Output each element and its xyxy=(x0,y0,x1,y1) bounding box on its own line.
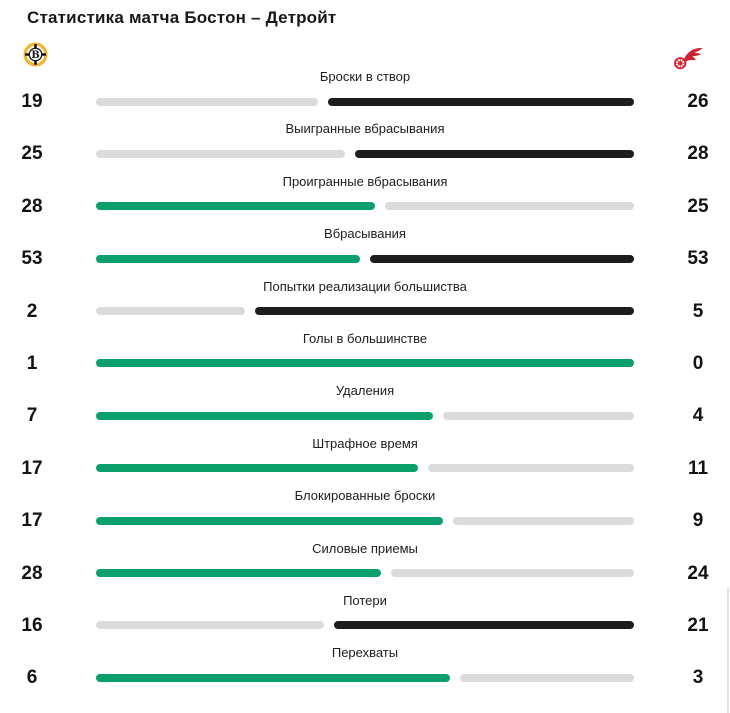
stat-bar xyxy=(96,359,634,367)
home-bar-segment xyxy=(96,359,634,367)
away-value: 53 xyxy=(687,248,709,270)
stat-label: Силовые приемы xyxy=(312,540,418,556)
stat-bar xyxy=(96,98,634,106)
stat-label: Блокированные броски xyxy=(294,488,436,504)
stat-bar xyxy=(96,307,634,315)
away-bar-segment xyxy=(460,674,634,682)
stat-row xyxy=(0,380,730,432)
stat-bar-line xyxy=(0,195,730,218)
stat-row xyxy=(0,642,730,694)
stat-bar xyxy=(96,569,634,577)
svg-text:B: B xyxy=(31,50,40,62)
home-bar-segment xyxy=(96,674,450,682)
stat-bar xyxy=(96,464,634,472)
home-bar-segment xyxy=(96,412,433,420)
stat-row xyxy=(0,276,730,328)
home-value: 25 xyxy=(21,143,43,165)
away-bar-segment xyxy=(443,412,634,420)
stat-label: Штрафное время xyxy=(312,435,418,451)
stat-bar-line xyxy=(0,509,730,532)
stat-row xyxy=(0,223,730,275)
away-value: 11 xyxy=(687,457,709,479)
stat-label: Броски в створ xyxy=(319,69,411,84)
away-value: 0 xyxy=(692,352,704,374)
stat-label: Выигранные вбрасывания xyxy=(285,121,445,137)
home-bar-segment xyxy=(96,255,360,263)
home-value: 16 xyxy=(21,614,43,636)
home-bar-segment xyxy=(96,150,345,158)
home-value: 28 xyxy=(21,562,43,584)
stat-row xyxy=(0,538,730,590)
stat-row xyxy=(0,485,730,537)
home-bar-segment xyxy=(96,307,245,315)
home-bar-segment xyxy=(96,98,318,106)
away-bar-segment xyxy=(385,202,634,210)
away-value: 28 xyxy=(687,143,709,165)
stat-row xyxy=(0,328,730,380)
away-value: 21 xyxy=(687,614,709,636)
stat-row xyxy=(0,433,730,485)
stat-row xyxy=(0,66,730,118)
home-value: 17 xyxy=(21,510,43,532)
stat-row xyxy=(0,590,730,642)
bruins-logo-icon xyxy=(23,42,48,67)
page-title: Статистика матча Бостон – Детройт xyxy=(27,8,337,27)
stat-label: Вбрасывания xyxy=(324,226,406,242)
home-value: 53 xyxy=(21,248,43,270)
stat-row xyxy=(0,171,730,223)
away-bar-segment xyxy=(334,621,634,629)
away-bar-segment xyxy=(391,569,634,577)
away-bar-segment xyxy=(328,98,634,106)
stat-label: Попытки реализации большиства xyxy=(263,278,467,294)
home-value: 2 xyxy=(26,300,38,322)
stat-label: Удаления xyxy=(335,383,395,399)
stat-bar xyxy=(96,202,634,210)
away-value: 5 xyxy=(692,300,704,322)
home-value: 28 xyxy=(21,195,43,217)
stat-bar xyxy=(96,255,634,263)
stat-label: Потери xyxy=(343,592,387,608)
stat-bar xyxy=(96,412,634,420)
home-bar-segment xyxy=(96,517,443,525)
away-value: 24 xyxy=(687,562,709,584)
home-value: 1 xyxy=(26,352,38,374)
stat-row xyxy=(0,118,730,170)
stat-bar-line xyxy=(0,404,730,427)
home-value: 7 xyxy=(26,405,38,427)
away-bar-segment xyxy=(255,307,634,315)
home-value: 17 xyxy=(21,457,43,479)
stat-label: Перехваты xyxy=(331,645,399,661)
stat-bar-line xyxy=(0,90,730,113)
away-value: 26 xyxy=(687,91,709,112)
away-bar-segment xyxy=(370,255,634,263)
home-bar-segment xyxy=(96,202,375,210)
stat-bar-line xyxy=(0,300,730,323)
away-value: 9 xyxy=(692,510,704,532)
away-bar-segment xyxy=(453,517,634,525)
home-team-logo xyxy=(23,42,48,67)
stat-bar-line xyxy=(0,666,730,689)
right-edge-divider xyxy=(727,588,729,713)
stat-bar xyxy=(96,621,634,629)
stat-bar xyxy=(96,150,634,158)
away-bar-segment xyxy=(355,150,634,158)
away-bar-segment xyxy=(428,464,634,472)
away-value: 3 xyxy=(692,667,704,689)
stat-bar-line xyxy=(0,562,730,585)
stat-bar-line xyxy=(0,352,730,375)
stat-bar xyxy=(96,517,634,525)
stats-list xyxy=(0,66,730,695)
away-value: 4 xyxy=(692,405,704,427)
stat-bar-line xyxy=(0,142,730,165)
stat-bar xyxy=(96,674,634,682)
stat-bar-line xyxy=(0,457,730,480)
away-value: 25 xyxy=(687,195,709,217)
stat-bar-line xyxy=(0,247,730,270)
stat-label: Голы в большинстве xyxy=(302,330,428,346)
stat-bar-line xyxy=(0,614,730,637)
stat-label: Проигранные вбрасывания xyxy=(282,173,448,189)
home-bar-segment xyxy=(96,569,381,577)
home-value: 6 xyxy=(26,667,38,689)
home-bar-segment xyxy=(96,621,324,629)
home-value: 19 xyxy=(21,91,43,112)
home-bar-segment xyxy=(96,464,418,472)
